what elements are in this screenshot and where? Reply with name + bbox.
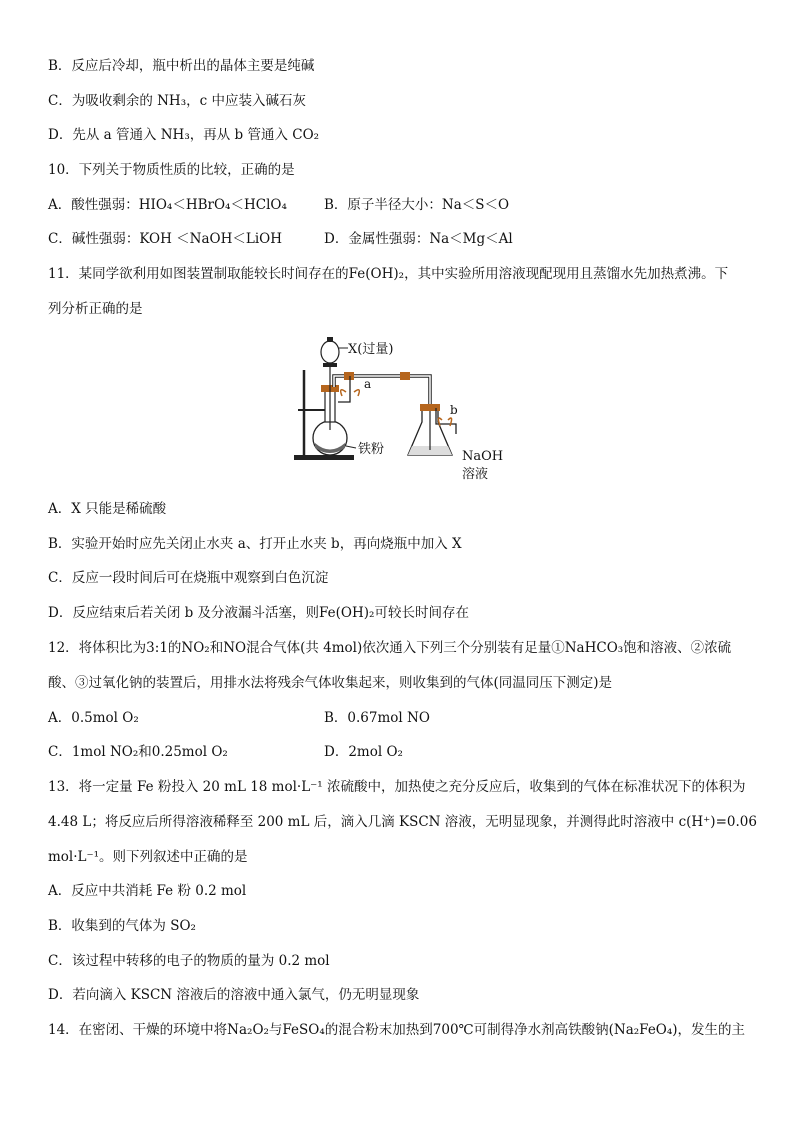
clamp-b <box>438 418 451 426</box>
label-solution: 溶液 <box>462 467 489 482</box>
separatory-funnel <box>321 341 339 363</box>
q9-option-d: D．先从 a 管通入 NH₃，再从 b 管通入 CO₂ <box>48 127 320 143</box>
q14-stem-line1: 14．在密闭、干燥的环境中将Na₂O₂与FeSO₄的混合粉末加热到700℃可制得净水剂高铁酸钠(Na₂FeO₄)，发生的主 <box>48 1022 746 1038</box>
label-iron-powder: 铁粉 <box>358 442 385 457</box>
q10-stem: 10．下列关于物质性质的比较，正确的是 <box>48 162 295 178</box>
q11-option-d: D．反应结束后若关闭 b 及分液漏斗活塞，则Fe(OH)₂可较长时间存在 <box>48 605 469 621</box>
funnel-stopcock <box>323 363 337 367</box>
q13-option-d: D．若向滴入 KSCN 溶液后的溶液中通入氯气，仍无明显现象 <box>48 987 420 1003</box>
label-a: a <box>364 377 372 391</box>
q13-option-c: C．该过程中转移的电子的物质的量为 0.2 mol <box>48 953 330 969</box>
apparatus-figure <box>290 330 510 485</box>
q10-option-d: D．金属性强弱：Na＜Mg＜Al <box>324 231 513 247</box>
q10-option-c: C．碱性强弱：KOH ＜NaOH＜LiOH <box>48 231 283 247</box>
q13-option-b: B．收集到的气体为 SO₂ <box>48 918 196 934</box>
q13-stem-line1: 13．将一定量 Fe 粉投入 20 mL 18 mol·L⁻¹ 浓硫酸中，加热使之充分反应后，收集到的气体在标准状况下的体积为 <box>48 779 746 795</box>
q9-option-b: B．反应后冷却，瓶中析出的晶体主要是纯碱 <box>48 58 315 74</box>
tube-joint-1 <box>344 372 354 380</box>
q12-option-d: D．2mol O₂ <box>324 744 403 760</box>
q13-option-a: A．反应中共消耗 Fe 粉 0.2 mol <box>48 883 247 899</box>
funnel-cap <box>327 337 333 342</box>
q11-option-b: B．实验开始时应先关闭止水夹 a、打开止水夹 b，再向烧瓶中加入 X <box>48 536 462 552</box>
q12-stem-line2: 酸、③过氧化钠的装置后，用排水法将残余气体收集起来，则收集到的气体(同温同压下测定)是 <box>48 675 613 691</box>
tube-joint-2 <box>400 372 410 380</box>
q12-option-a: A．0.5mol O₂ <box>48 710 139 726</box>
q9-option-c: C．为吸收剩余的 NH₃，c 中应装入碱石灰 <box>48 93 306 109</box>
stand-base <box>294 455 354 460</box>
q13-stem-line3: mol·L⁻¹。则下列叙述中正确的是 <box>48 849 248 865</box>
q11-option-a: A．X 只能是稀硫酸 <box>48 501 167 517</box>
label-naoh: NaOH <box>462 449 504 464</box>
q11-stem-line1: 11．某同学欲利用如图装置制取能较长时间存在的Fe(OH)₂，其中实验所用溶液现配现用且蒸馏水先加热煮沸。下 <box>48 266 729 282</box>
q11-option-c: C．反应一段时间后可在烧瓶中观察到白色沉淀 <box>48 570 329 586</box>
q12-option-b: B．0.67mol NO <box>324 710 430 726</box>
q12-stem-line1: 12．将体积比为3:1的NO₂和NO混合气体(共 4mol)依次通入下列三个分别装有足量①NaHCO₃饱和溶液、②浓硫 <box>48 640 732 656</box>
q10-option-b: B．原子半径大小：Na＜S＜O <box>324 197 510 213</box>
delivery-tube <box>334 376 430 422</box>
q13-stem-line2: 4.48 L；将反应后所得溶液稀释至 200 mL 后，滴入几滴 KSCN 溶液，无明显现象，并测得此时溶液中 c(H⁺)=0.06 <box>48 814 757 830</box>
q12-option-c: C．1mol NO₂和0.25mol O₂ <box>48 744 228 760</box>
q11-stem-line2: 列分析正确的是 <box>48 301 143 317</box>
conical-stopper <box>420 404 440 411</box>
label-x: X(过量) <box>348 342 394 357</box>
label-b: b <box>450 403 458 417</box>
q10-option-a: A．酸性强弱：HIO₄＜HBrO₄＜HClO₄ <box>48 197 287 213</box>
